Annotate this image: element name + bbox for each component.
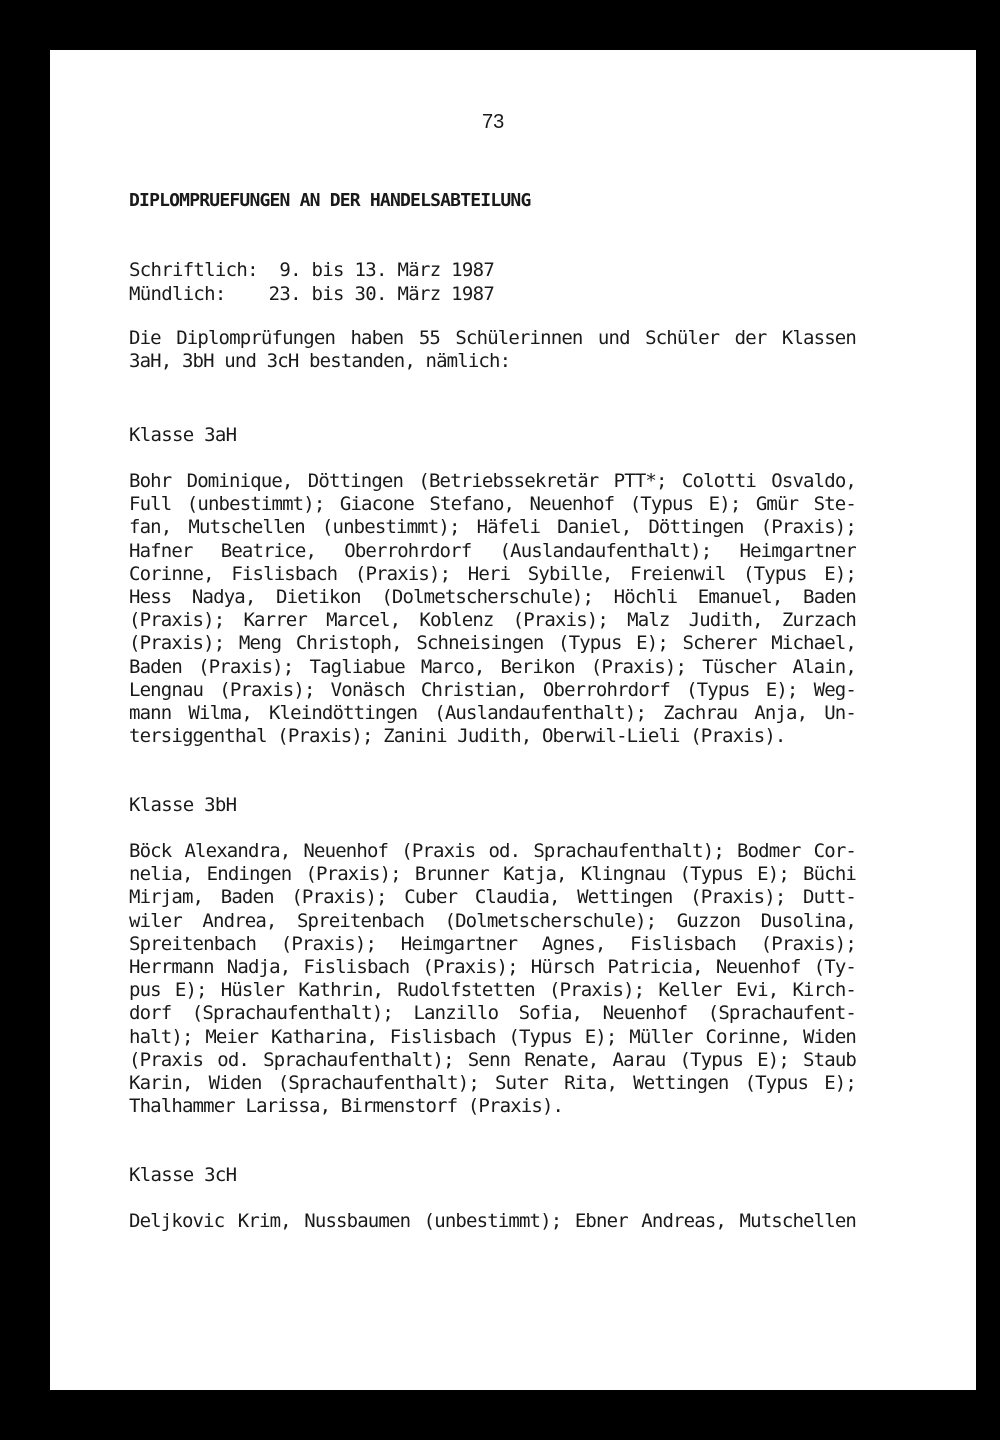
intro-line: Die Diplomprüfungen haben 55 Schülerinnen und Schüler der Klassen [129,327,856,349]
page-number: 73 [482,111,505,133]
list-line: Hafner Beatrice, Oberrohrdorf (Auslandaufenthalt); Heimgartner [129,539,856,562]
list-line: Thalhammer Larissa, Birmenstorf (Praxis). [129,1095,564,1118]
class-title-3ah: Klasse 3aH [129,424,237,446]
list-line: (Praxis); Meng Christoph, Schneisingen (Typus E); Scherer Michael, [129,632,856,655]
list-line: Lengnau (Praxis); Vonäsch Christian, Oberrohrdorf (Typus E); Weg- [129,678,856,701]
list-line: fan, Mutschellen (unbestimmt); Häfeli Daniel, Döttingen (Praxis); [129,516,856,539]
list-line: Spreitenbach (Praxis); Heimgartner Agnes, Fislisbach (Praxis); [129,932,856,955]
class-list-3ah [129,470,856,748]
list-line: (Praxis od. Sprachaufenthalt); Senn Renate, Aarau (Typus E); Staub [129,1048,856,1071]
exam-dates [129,258,494,306]
section-heading: DIPLOMPRUEFUNGEN AN DER HANDELSABTEILUNG [129,190,531,211]
list-line: Mirjam, Baden (Praxis); Cuber Claudia, Wettingen (Praxis); Dutt- [129,886,856,909]
list-line: wiler Andrea, Spreitenbach (Dolmetscherschule); Guzzon Dusolina, [129,909,856,932]
list-line: Corinne, Fislisbach (Praxis); Heri Sybille, Freienwil (Typus E); [129,562,856,585]
list-line: mann Wilma, Kleindöttingen (Auslandaufenthalt); Zachrau Anja, Un- [129,702,856,725]
list-line: Deljkovic Krim, Nussbaumen (unbestimmt); Ebner Andreas, Mutschellen [129,1210,856,1232]
list-line: halt); Meier Katharina, Fislisbach (Typus E); Müller Corinne, Widen [129,1025,856,1048]
list-line: Böck Alexandra, Neuenhof (Praxis od. Sprachaufenthalt); Bodmer Cor- [129,840,856,862]
list-line: Full (unbestimmt); Giacone Stefano, Neuenhof (Typus E); Gmür Ste- [129,493,856,516]
list-line: Hess Nadya, Dietikon (Dolmetscherschule); Höchli Emanuel, Baden [129,586,856,609]
list-line: Karin, Widen (Sprachaufenthalt); Suter Rita, Wettingen (Typus E); [129,1072,856,1095]
intro-paragraph [129,327,856,373]
class-title-3bh: Klasse 3bH [129,794,237,816]
class-list-3ch [129,1210,856,1233]
class-title-3ch: Klasse 3cH [129,1164,237,1186]
class-list-3bh [129,840,856,1118]
oral-exam-dates: Mündlich: 23. bis 30. März 1987 [129,283,495,305]
list-line: nelia, Endingen (Praxis); Brunner Katja, Klingnau (Typus E); Büchi [129,863,856,886]
list-line: Bohr Dominique, Döttingen (Betriebssekretär PTT*; Colotti Osvaldo, [129,470,856,492]
list-line: dorf (Sprachaufenthalt); Lanzillo Sofia, Neuenhof (Sprachaufent- [129,1002,856,1025]
list-line: tersiggenthal (Praxis); Zanini Judith, Oberwil-Lieli (Praxis). [129,725,786,748]
list-line: Herrmann Nadja, Fislisbach (Praxis); Hürsch Patricia, Neuenhof (Ty- [129,956,856,979]
written-exam-dates: Schriftlich: 9. bis 13. März 1987 [129,259,495,281]
intro-line: 3aH, 3bH und 3cH bestanden, nämlich: [129,350,511,373]
list-line: (Praxis); Karrer Marcel, Koblenz (Praxis); Malz Judith, Zurzach [129,609,856,632]
document-page [50,50,976,1390]
list-line: pus E); Hüsler Kathrin, Rudolfstetten (Praxis); Keller Evi, Kirch- [129,979,856,1002]
list-line: Baden (Praxis); Tagliabue Marco, Berikon (Praxis); Tüscher Alain, [129,655,856,678]
